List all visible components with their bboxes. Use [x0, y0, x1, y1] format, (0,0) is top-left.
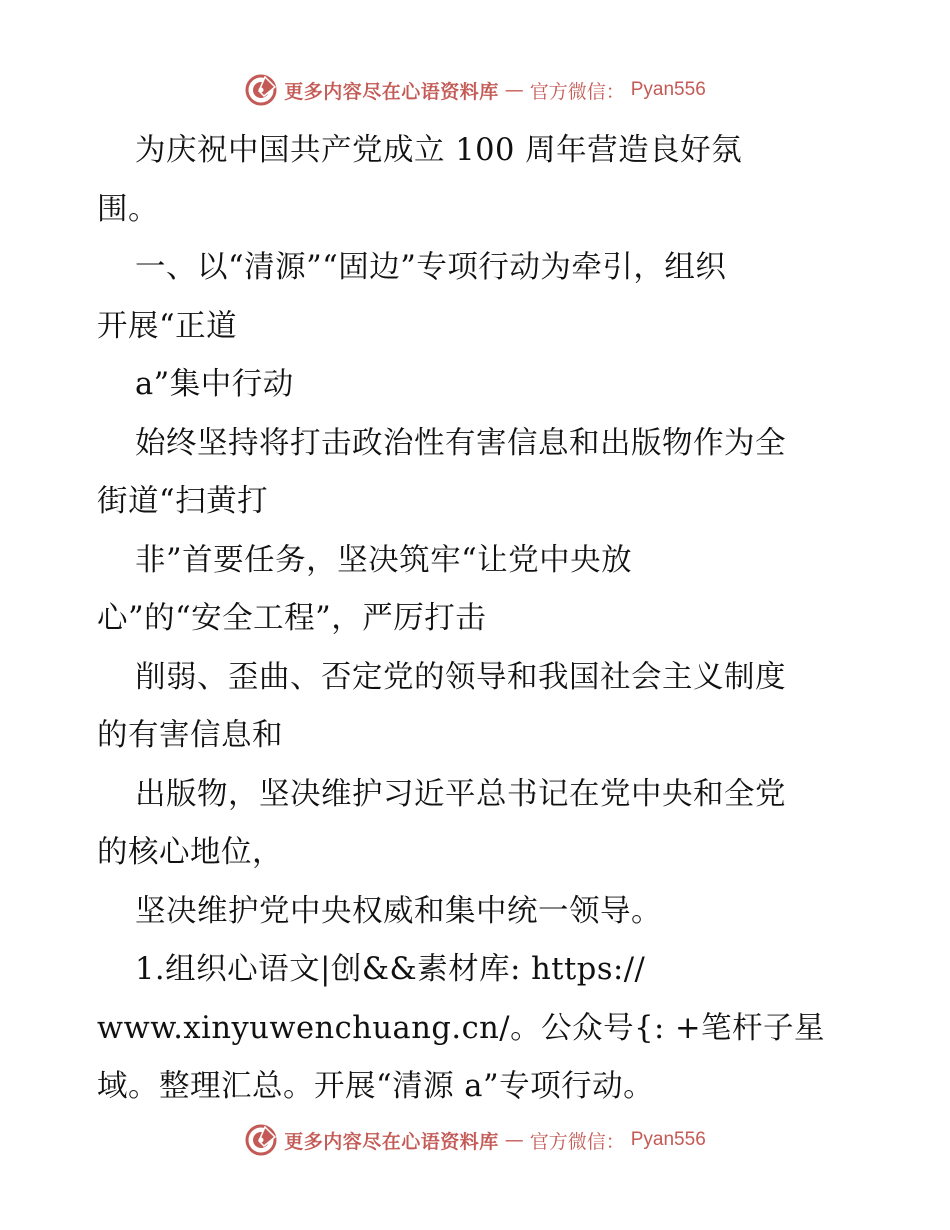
- text-line: 1.组织心语文|创&&素材库: https://: [135, 952, 646, 987]
- text-line: 围。: [97, 191, 159, 227]
- text-line: 为庆祝中国共产党成立 100 周年营造良好氛: [135, 133, 743, 168]
- text-line: 出版物，坚决维护习近平总书记在党中央和全党: [135, 776, 786, 812]
- watermark-label: 官方微信：: [529, 80, 625, 103]
- text-line: a”集中行动: [135, 367, 294, 402]
- text-line: 街道“扫黄打: [97, 484, 269, 519]
- watermark-wechat-id: Pyan556: [630, 79, 706, 100]
- text-line: 非”首要任务，坚决筑牢“让党中央放: [135, 542, 633, 578]
- text-line: 的有害信息和: [97, 718, 283, 753]
- text-line: 削弱、歪曲、否定党的领导和我国社会主义制度: [135, 659, 786, 695]
- text-line: 域。整理汇总。开展“清源 a”专项行动。: [97, 1069, 655, 1104]
- pen-logo-icon: [244, 73, 278, 107]
- document-body: [97, 122, 857, 1117]
- footer-watermark: [0, 1120, 950, 1160]
- watermark-label: 官方微信：: [529, 1130, 625, 1153]
- text-line: www.xinyuwenchuang.cn/。公众号{: +笔杆子星: [97, 1010, 826, 1046]
- watermark-separator: —: [504, 79, 524, 101]
- watermark-main-text: 更多内容尽在心语资料库: [284, 1130, 499, 1153]
- text-line: 的核心地位，: [97, 835, 283, 870]
- text-line: 心”的“安全工程”，严厉打击: [97, 601, 487, 636]
- header-watermark: [0, 70, 950, 110]
- text-line: 一、以“清源”“固边”专项行动为牵引，组织: [135, 250, 727, 285]
- watermark-separator: —: [504, 1129, 524, 1151]
- text-line: 始终坚持将打击政治性有害信息和出版物作为全: [135, 425, 786, 461]
- watermark-wechat-id: Pyan556: [630, 1129, 706, 1150]
- text-line: 开展“正道: [97, 308, 238, 344]
- text-line: 坚决维护党中央权威和集中统一领导。: [135, 893, 662, 929]
- pen-logo-icon: [244, 1123, 278, 1157]
- watermark-main-text: 更多内容尽在心语资料库: [284, 80, 499, 103]
